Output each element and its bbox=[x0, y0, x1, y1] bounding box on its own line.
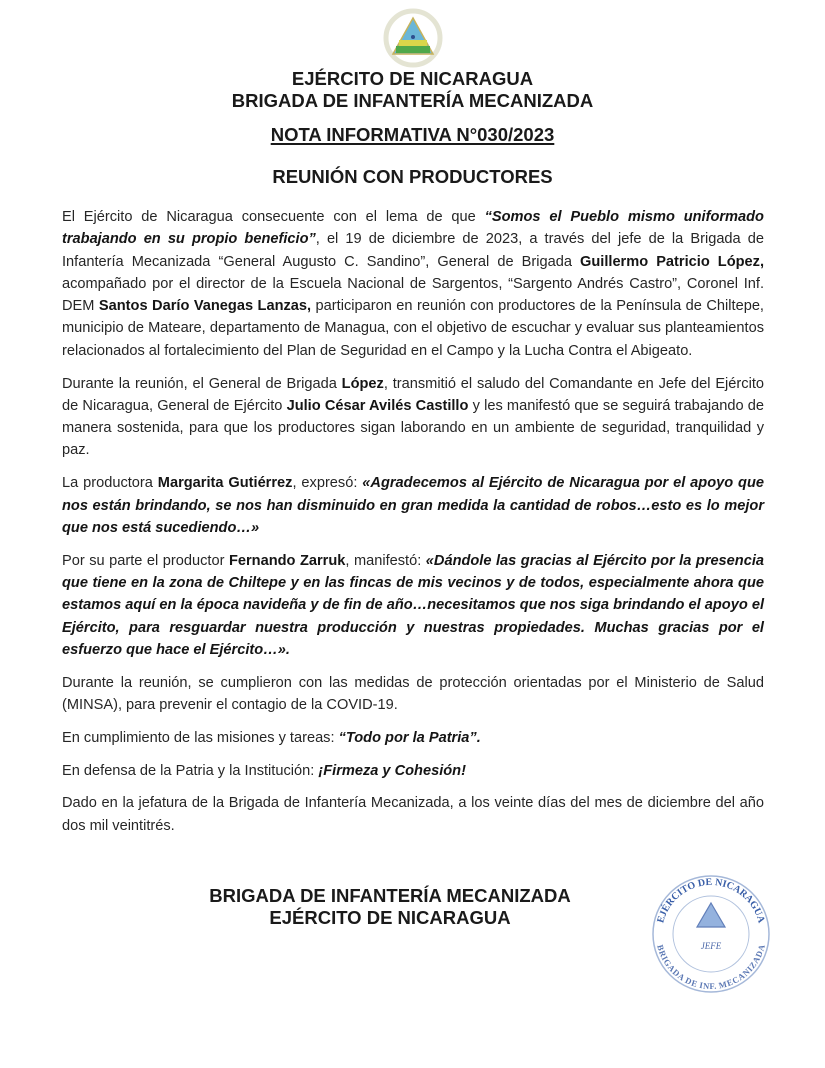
paragraph-7 bbox=[62, 760, 764, 782]
note-number-text: NOTA INFORMATIVA N°030/2023 bbox=[270, 124, 555, 145]
motto-quote: “Somos el Pueblo mismo uniformado trabajando en su propio beneficio” bbox=[62, 209, 764, 248]
footer-text bbox=[150, 885, 630, 929]
coat-of-arms-icon bbox=[377, 8, 449, 68]
motto-quote: “Todo por la Patria”. bbox=[338, 729, 481, 746]
text: En defensa de la Patria y la Institución: bbox=[62, 762, 319, 779]
document-body bbox=[62, 206, 764, 837]
person-name: Julio César Avilés Castillo bbox=[286, 397, 469, 414]
person-name: Santos Darío Vanegas Lanzas, bbox=[98, 298, 312, 315]
institution-heading: EJÉRCITO DE NICARAGUA bbox=[291, 68, 534, 89]
text: participaron en reunión con productores de la Península de Chiltepe, municipio de Mateare, departamento de Managua, con el objetivo de escuchar y evaluar sus planteamientos relacionados al fortalecimiento del Plan de Seguridad en el Campo y la Lucha Contra el Abigeato. bbox=[62, 298, 764, 359]
paragraph-4 bbox=[62, 550, 764, 661]
footer-unit: BRIGADA DE INFANTERÍA MECANIZADA bbox=[209, 884, 571, 906]
text: , el 19 de diciembre de 2023, a través del jefe de la Brigada de Infantería Mecanizada “General Augusto C. Sandino”, General de Brigada bbox=[62, 231, 764, 270]
paragraph-6 bbox=[62, 727, 764, 749]
paragraph-2 bbox=[62, 373, 764, 462]
text: La productora bbox=[62, 475, 158, 492]
document-title: REUNIÓN CON PRODUCTORES bbox=[272, 166, 553, 187]
text: , transmitió el saludo del Comandante en Jefe del Ejército de Nicaragua, General de Ejército bbox=[62, 375, 764, 414]
person-name: López bbox=[341, 375, 384, 392]
testimonial-quote: «Dándole las gracias al Ejército por la presencia que tiene en la zona de Chiltepe y en las fincas de mis vecinos y de todos, especialmente ahora que estamos aquí en la época navideña y de fin de año…necesitamos que nos siga brindando el apoyo el Ejército, para resguardar nuestra producción y nuestras propiedades. Muchas gracias por el esfuerzo que hace el Ejército…». bbox=[62, 552, 764, 658]
text: acompañado por el director de la Escuela Nacional de Sargentos, “Sargento Andrés Castro”, Coronel Inf. DEM bbox=[62, 275, 764, 315]
testimonial-quote: «Agradecemos al Ejército de Nicaragua por el apoyo que nos están brindando, se nos han disminuido en gran medida la cantidad de robos…esto es lo mejor que nos está sucediendo…» bbox=[62, 475, 764, 536]
unit-heading: BRIGADA DE INFANTERÍA MECANIZADA bbox=[231, 90, 594, 111]
text: En cumplimiento de las misiones y tareas: bbox=[62, 729, 339, 746]
paragraph-1 bbox=[62, 206, 764, 362]
text: Dado en la jefatura de la Brigada de Infantería Mecanizada, a los veinte días del mes de diciembre del año dos mil veintitrés. bbox=[62, 795, 764, 834]
text: y les manifestó que se seguirá trabajando de manera sostenida, para que los productores sigan laborando en un ambiente de seguridad, tranquilidad y paz. bbox=[62, 397, 764, 459]
paragraph-3 bbox=[62, 472, 764, 539]
stamp-bottom-text: BRIGADA DE INF. MECANIZADA bbox=[654, 943, 768, 992]
footer-institution: EJÉRCITO DE NICARAGUA bbox=[269, 906, 511, 928]
note-number bbox=[0, 124, 825, 146]
paragraph-8 bbox=[62, 792, 764, 837]
paragraph-5 bbox=[62, 672, 764, 717]
person-name: Guillermo Patricio López, bbox=[580, 253, 765, 270]
text: El Ejército de Nicaragua consecuente con el lema de que bbox=[62, 209, 485, 225]
stamp-top-text: EJÉRCITO DE NICARAGUA bbox=[655, 876, 767, 925]
person-name: Margarita Gutiérrez bbox=[157, 475, 293, 492]
signature-block bbox=[0, 873, 825, 1003]
motto-quote: ¡Firmeza y Cohesión! bbox=[318, 762, 466, 779]
text: Por su parte el productor bbox=[62, 552, 229, 569]
person-name: Fernando Zarruk bbox=[228, 552, 346, 569]
text: , expresó: bbox=[292, 475, 363, 492]
text: , manifestó: bbox=[345, 552, 426, 569]
official-stamp-icon bbox=[650, 873, 772, 995]
text: Durante la reunión, se cumplieron con las medidas de protección orientadas por el Ministerio de Salud (MINSA), para prevenir el contagio de la COVID-19. bbox=[62, 674, 764, 713]
stamp-center-text: JEFE bbox=[700, 940, 722, 951]
text: Durante la reunión, el General de Brigada bbox=[62, 375, 342, 392]
